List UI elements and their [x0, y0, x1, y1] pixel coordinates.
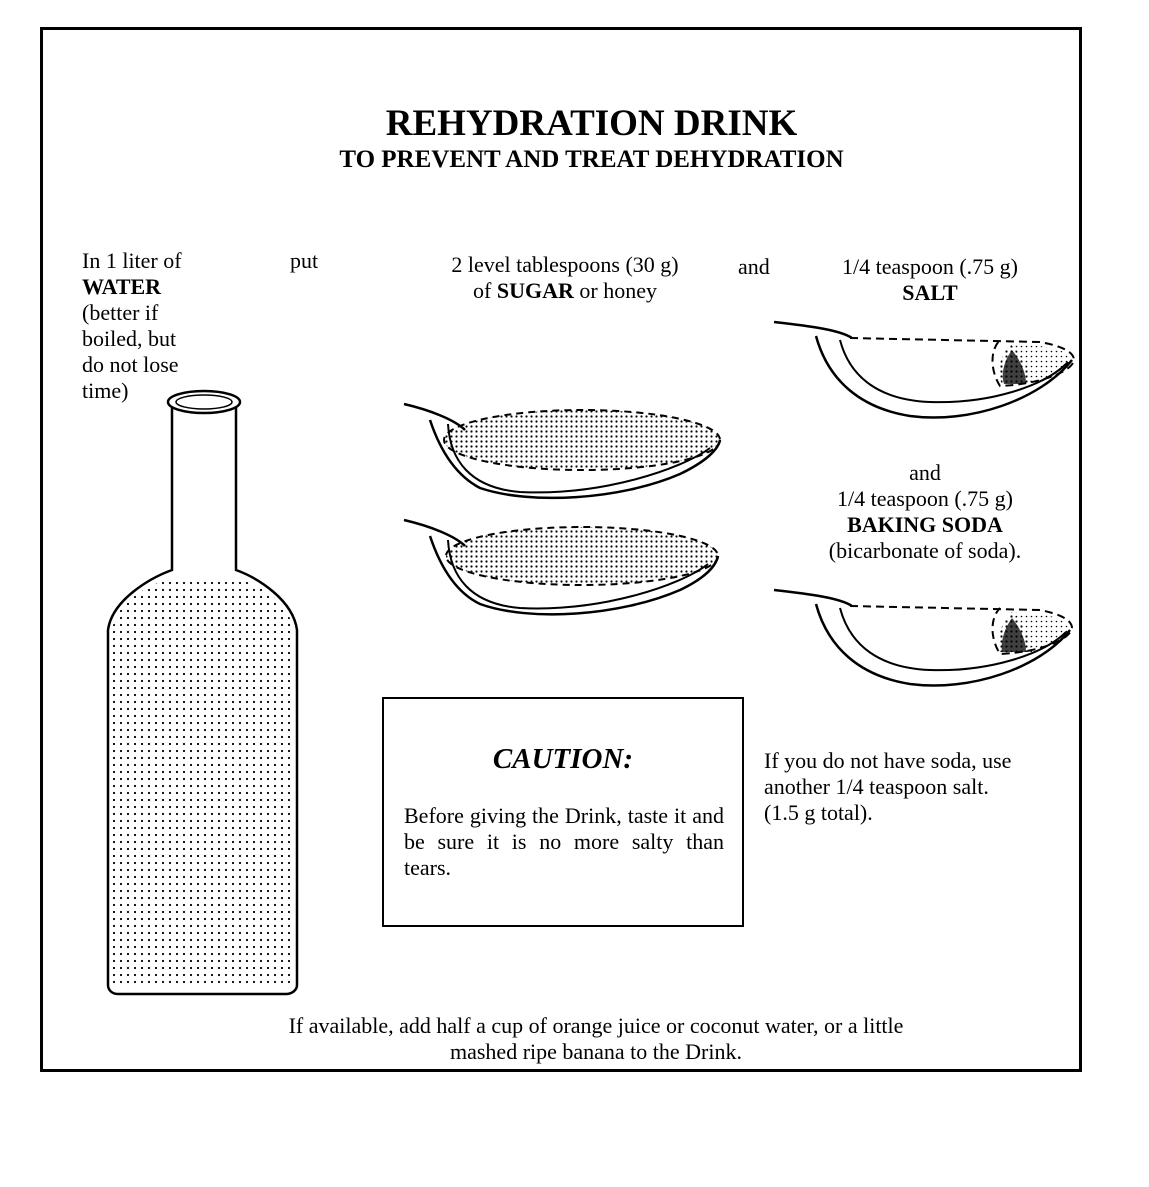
- water-line-5: do not lose: [82, 352, 179, 377]
- no-soda-line-1: If you do not have soda, use: [764, 748, 1012, 773]
- soda-and-label: and: [909, 460, 941, 485]
- sugar-instructions: [410, 252, 720, 304]
- soda-instructions: [790, 460, 1060, 564]
- sugar-spoon-icon: [404, 404, 720, 498]
- no-soda-line-3: (1.5 g total).: [764, 800, 873, 825]
- soda-line-1: 1/4 teaspoon (.75 g): [837, 486, 1013, 511]
- sugar-line-1: 2 level tablespoons (30 g): [451, 252, 679, 277]
- water-bold-label: WATER: [82, 274, 162, 299]
- sugar-bold-label: SUGAR: [496, 278, 574, 303]
- footer-line-1: If available, add half a cup of orange juice or coconut water, or a little: [288, 1013, 904, 1038]
- baking-soda-spoon-icon: [774, 590, 1072, 686]
- water-line-6: time): [82, 378, 129, 403]
- and-label: and: [738, 254, 770, 279]
- salt-instructions: [810, 254, 1050, 306]
- water-bottle-icon: [108, 391, 297, 994]
- no-soda-line-2: another 1/4 teaspoon salt.: [764, 774, 989, 799]
- water-instructions: [82, 248, 182, 404]
- caution-box: [382, 697, 744, 927]
- page-title: REHYDRATION DRINK: [385, 103, 798, 144]
- sugar-line-2: of SUGAR or honey: [473, 278, 657, 303]
- put-label: put: [290, 248, 319, 273]
- footer-note: [150, 1013, 1042, 1065]
- salt-line-1: 1/4 teaspoon (.75 g): [842, 254, 1018, 279]
- caution-text: Before giving the Drink, taste it and be sure it is no more salty than tears.: [404, 803, 724, 880]
- soda-line-3: (bicarbonate of soda).: [828, 538, 1022, 563]
- caution-title: CAUTION:: [492, 743, 634, 775]
- salt-spoon-icon: [774, 322, 1074, 418]
- salt-bold-label: SALT: [902, 280, 958, 305]
- no-soda-note: [764, 748, 1011, 826]
- water-line-4: boiled, but: [82, 326, 177, 351]
- page-subtitle: TO PREVENT AND TREAT DEHYDRATION: [339, 146, 844, 173]
- soda-bold-label: BAKING SODA: [847, 512, 1003, 537]
- footer-line-2: mashed ripe banana to the Drink.: [449, 1039, 742, 1064]
- water-line-3: (better if: [82, 300, 159, 325]
- sugar-spoon-icon: [404, 520, 718, 614]
- water-line-1: In 1 liter of: [82, 248, 182, 273]
